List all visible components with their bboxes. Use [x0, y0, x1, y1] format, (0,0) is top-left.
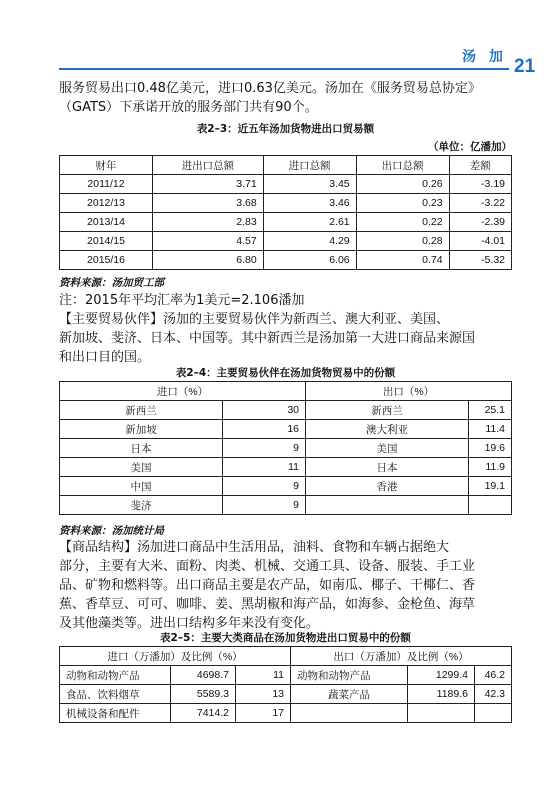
export-header: 出口（%） — [306, 382, 512, 401]
table-cell: -4.01 — [449, 232, 511, 251]
table-row — [60, 213, 512, 232]
table-cell: 新西兰 — [306, 401, 469, 420]
table-cell: 11 — [223, 458, 306, 477]
column-header: 财年 — [60, 156, 153, 175]
table-cell: 7414.2 — [171, 704, 236, 723]
table-row — [60, 401, 512, 420]
table-cell: 机械设备和配件 — [60, 704, 171, 723]
table-2-3-caption: 表2–3：近五年汤加货物进出口贸易额 — [196, 123, 375, 135]
table-cell: 6.06 — [263, 251, 356, 270]
text-line: （GATS）下承诺开放的服务部门共有90个。 — [59, 100, 318, 115]
table-cell: 11 — [236, 666, 291, 685]
text-line: 及其他藻类等。进出口结构多年来没有变化。 — [59, 616, 320, 631]
table-cell: 中国 — [60, 477, 223, 496]
table-cell: -2.39 — [449, 213, 511, 232]
table-cell: -3.22 — [449, 194, 511, 213]
table-cell: 2015/16 — [60, 251, 153, 270]
table-cell: 澳大利亚 — [306, 420, 469, 439]
table-cell: 9 — [223, 439, 306, 458]
table-2-5-caption: 表2–5：主要大类商品在汤加货物进出口贸易中的份额 — [160, 632, 411, 644]
table-cell: 6.80 — [153, 251, 264, 270]
table-2-4 — [59, 381, 512, 515]
table-cell: 新加坡 — [60, 420, 223, 439]
table-row — [60, 477, 512, 496]
table-cell: 42.3 — [475, 685, 512, 704]
table-cell: 4.57 — [153, 232, 264, 251]
table-cell: 0.26 — [356, 175, 449, 194]
table-cell — [408, 704, 475, 723]
header-rule — [59, 68, 509, 70]
table-2-4-caption: 表2–4：主要贸易伙伴在汤加货物贸易中的份额 — [175, 367, 396, 379]
table-cell: 3.46 — [263, 194, 356, 213]
text-line: 【主要贸易伙伴】汤加的主要贸易伙伴为新西兰、澳大利亚、美国、 — [59, 312, 450, 327]
page-number: 21 — [514, 56, 536, 77]
table-cell: 3.68 — [153, 194, 264, 213]
text-line: 新加坡、斐济、日本、中国等。其中新西兰是汤加第一大进口商品来源国 — [59, 331, 476, 346]
table-cell: 9 — [223, 477, 306, 496]
table-cell: 16 — [223, 420, 306, 439]
text-line: 品、矿物和燃料等。出口商品主要是农产品，如南瓜、椰子、干椰仁、香 — [59, 578, 476, 593]
table-2-4-source: 资料来源：汤加统计局 — [59, 525, 164, 537]
table-cell: 动物和动物产品 — [291, 666, 408, 685]
exchange-rate-note — [59, 291, 512, 310]
table-row — [60, 496, 512, 515]
column-header: 进口总额 — [263, 156, 356, 175]
table-cell: 蔬菜产品 — [291, 685, 408, 704]
table-cell: 2.61 — [263, 213, 356, 232]
intro-paragraph — [59, 79, 512, 117]
text-line: 服务贸易出口0.48亿美元，进口0.63亿美元。汤加在《服务贸易总协定》 — [59, 81, 481, 96]
table-cell — [469, 496, 512, 515]
column-header: 进出口总额 — [153, 156, 264, 175]
table-cell: 46.2 — [475, 666, 512, 685]
import-header: 进口（%） — [60, 382, 306, 401]
table-cell: 30 — [223, 401, 306, 420]
table-cell: 11.4 — [469, 420, 512, 439]
text-line: 和出口目的国。 — [59, 350, 151, 365]
table-cell: 日本 — [60, 439, 223, 458]
table-2-3 — [59, 155, 512, 270]
table-cell: 1189.6 — [408, 685, 475, 704]
table-cell — [475, 704, 512, 723]
table-cell: 0.23 — [356, 194, 449, 213]
table-cell: 香港 — [306, 477, 469, 496]
table-cell: 3.45 — [263, 175, 356, 194]
table-cell: 17 — [236, 704, 291, 723]
table-cell: 2011/12 — [60, 175, 153, 194]
table-2-3-source: 资料来源：汤加贸工部 — [59, 277, 164, 289]
table-cell: -3.19 — [449, 175, 511, 194]
table-cell: 0.74 — [356, 251, 449, 270]
table-cell: 美国 — [306, 439, 469, 458]
table-cell: 日本 — [306, 458, 469, 477]
table-cell: 2013/14 — [60, 213, 153, 232]
table-cell: 动物和动物产品 — [60, 666, 171, 685]
table-row — [60, 439, 512, 458]
table-cell: 9 — [223, 496, 306, 515]
table-row — [60, 458, 512, 477]
export-header: 出口（万潘加）及比例（%） — [291, 647, 512, 666]
table-cell: 4698.7 — [171, 666, 236, 685]
table-header-row — [60, 156, 512, 175]
table-row — [60, 666, 512, 685]
running-header-country: 汤 加 — [462, 49, 507, 65]
table-cell — [306, 496, 469, 515]
table-cell: 1299.4 — [408, 666, 475, 685]
structure-paragraph — [59, 538, 512, 633]
table-header-row — [60, 647, 512, 666]
table-cell: 2.83 — [153, 213, 264, 232]
table-cell: 2014/15 — [60, 232, 153, 251]
table-cell: 19.6 — [469, 439, 512, 458]
table-row — [60, 175, 512, 194]
table-header-row — [60, 382, 512, 401]
table-cell: 新西兰 — [60, 401, 223, 420]
table-cell: 13 — [236, 685, 291, 704]
table-cell: 3.71 — [153, 175, 264, 194]
table-cell: -5.32 — [449, 251, 511, 270]
text-line: 注：2015年平均汇率为1美元=2.106潘加 — [59, 293, 305, 308]
partners-paragraph — [59, 310, 512, 367]
text-line: 蕉、香草豆、可可、咖啡、姜、黑胡椒和海产品，如海参、金枪鱼、海草 — [59, 597, 476, 612]
table-2-5 — [59, 646, 512, 723]
table-row — [60, 685, 512, 704]
text-line: 部分，主要有大米、面粉、肉类、机械、交通工具、设备、服装、手工业 — [59, 559, 476, 574]
table-cell: 5589.3 — [171, 685, 236, 704]
table-cell: 食品、饮料烟草 — [60, 685, 171, 704]
table-cell: 11.9 — [469, 458, 512, 477]
table-row — [60, 704, 512, 723]
table-cell: 4.29 — [263, 232, 356, 251]
text-line: 【商品结构】汤加进口商品中生活用品，油料、食物和车辆占据绝大 — [59, 540, 450, 555]
table-2-3-unit: （单位：亿潘加） — [428, 141, 512, 153]
table-cell: 0.22 — [356, 213, 449, 232]
table-row — [60, 251, 512, 270]
table-cell — [291, 704, 408, 723]
table-cell: 美国 — [60, 458, 223, 477]
table-row — [60, 420, 512, 439]
column-header: 差额 — [449, 156, 511, 175]
table-row — [60, 232, 512, 251]
column-header: 出口总额 — [356, 156, 449, 175]
table-cell: 19.1 — [469, 477, 512, 496]
table-cell: 0.28 — [356, 232, 449, 251]
table-cell: 斐济 — [60, 496, 223, 515]
import-header: 进口（万潘加）及比例（%） — [60, 647, 291, 666]
table-row — [60, 194, 512, 213]
table-cell: 25.1 — [469, 401, 512, 420]
table-cell: 2012/13 — [60, 194, 153, 213]
